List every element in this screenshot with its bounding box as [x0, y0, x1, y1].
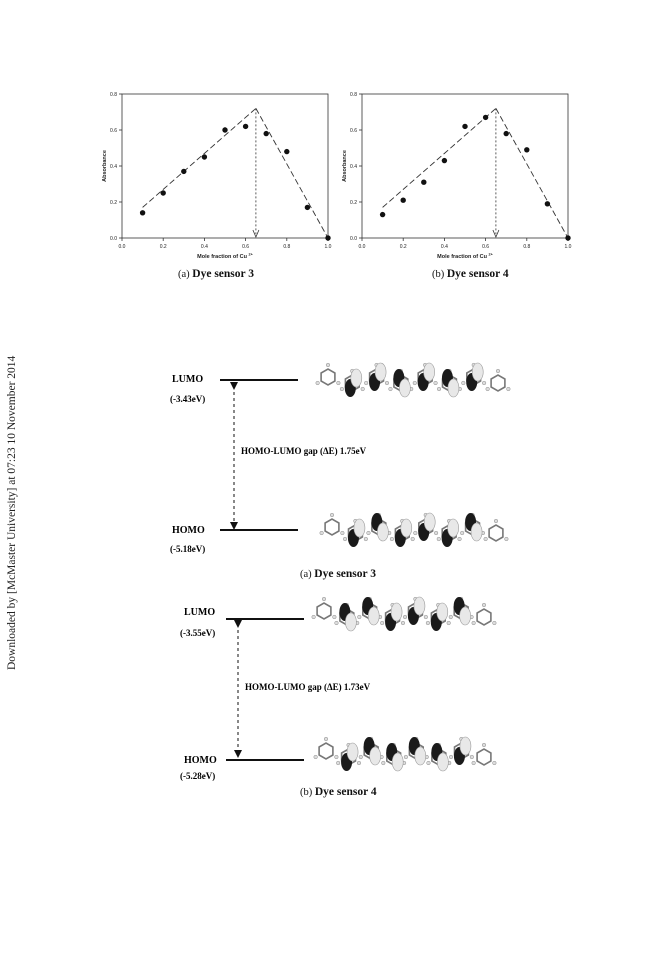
- x-tick-label: 0.0: [118, 244, 126, 250]
- x-tick-label: 0.2: [399, 244, 407, 250]
- data-point: [565, 235, 570, 240]
- hydrogen-atom: [385, 381, 389, 385]
- chart-a-caption-name: Dye sensor 3: [192, 268, 255, 280]
- ring: [489, 525, 503, 541]
- orbital-b-caption-name: Dye sensor 4: [314, 786, 377, 798]
- homo-label-b: HOMO: [184, 755, 217, 766]
- orbital-lobe-light: [448, 519, 459, 537]
- hydrogen-atom: [367, 531, 371, 535]
- hydrogen-atom: [434, 531, 438, 535]
- hydrogen-atom: [358, 615, 362, 619]
- ring: [321, 369, 335, 385]
- ring: [477, 749, 491, 765]
- x-tick-label: 0.6: [482, 244, 490, 250]
- lumo-energy-b: (-3.55eV): [180, 628, 216, 638]
- hydrogen-atom: [341, 531, 345, 535]
- x-tick-label: 0.4: [440, 244, 448, 250]
- data-point: [161, 190, 166, 195]
- y-axis-label: Absorbance: [342, 150, 348, 182]
- orbital-lobe-light: [368, 607, 379, 625]
- hydrogen-atom: [404, 755, 408, 759]
- chart-b-caption-name: Dye sensor 4: [446, 268, 509, 280]
- x-tick-label: 0.6: [242, 244, 250, 250]
- data-point: [504, 131, 509, 136]
- hydrogen-atom: [340, 387, 344, 391]
- x-tick-label: 0.8: [283, 244, 291, 250]
- hydrogen-atom: [320, 531, 324, 535]
- chart-a-svg: [100, 84, 340, 259]
- hydrogen-atom: [414, 531, 418, 535]
- x-axis-label-superscript: 2+: [488, 252, 493, 257]
- hydrogen-atom: [462, 381, 466, 385]
- x-tick-label: 1.0: [564, 244, 572, 250]
- hydrogen-atom: [494, 519, 498, 523]
- orbital-lobe-light: [472, 363, 483, 381]
- hydrogen-atom: [482, 603, 486, 607]
- orbital-lobe-light: [460, 737, 471, 755]
- x-tick-label: 0.4: [200, 244, 208, 250]
- orbital-lobe-light: [460, 607, 471, 625]
- data-point: [380, 212, 385, 217]
- job-plot-chart-a: [100, 84, 340, 264]
- data-point: [462, 124, 467, 129]
- hydrogen-atom: [403, 615, 407, 619]
- hydrogen-atom: [437, 537, 441, 541]
- plot-frame: [362, 94, 568, 238]
- hydrogen-atom: [335, 755, 339, 759]
- data-point: [202, 154, 207, 159]
- hydrogen-atom: [505, 537, 509, 541]
- data-point: [243, 124, 248, 129]
- hydrogen-atom: [316, 381, 320, 385]
- hydrogen-atom: [482, 743, 486, 747]
- y-tick-label: 0.0: [110, 236, 117, 242]
- orbital-lobe-light: [347, 743, 358, 761]
- orbital-lobe-light: [424, 513, 435, 531]
- orbital-lobe-light: [375, 363, 386, 381]
- data-point: [524, 147, 529, 152]
- y-tick-label: 0.4: [110, 164, 117, 170]
- y-axis-label: Absorbance: [102, 150, 108, 182]
- hydrogen-atom: [486, 387, 490, 391]
- hydrogen-atom: [449, 615, 453, 619]
- y-tick-label: 0.4: [350, 164, 357, 170]
- hydrogen-atom: [482, 381, 486, 385]
- orbital-lobe-light: [437, 753, 448, 771]
- homo-molecule-image-a: [320, 513, 508, 547]
- x-tick-label: 0.2: [159, 244, 167, 250]
- data-point: [401, 198, 406, 203]
- orbital-diagram-a-svg: [0, 340, 672, 590]
- hydrogen-atom: [424, 615, 428, 619]
- hydrogen-atom: [335, 621, 339, 625]
- y-tick-label: 0.8: [350, 92, 357, 98]
- hydrogen-atom: [493, 761, 497, 765]
- chart-b-caption: [432, 268, 509, 280]
- hydrogen-atom: [333, 615, 337, 619]
- orbital-lobe-light: [377, 523, 388, 541]
- hydrogen-atom: [330, 513, 334, 517]
- y-tick-label: 0.6: [350, 128, 357, 134]
- hydrogen-atom: [434, 381, 438, 385]
- x-tick-label: 1.0: [324, 244, 332, 250]
- hydrogen-atom: [322, 597, 326, 601]
- hydrogen-atom: [390, 537, 394, 541]
- orbital-lobe-light: [448, 379, 459, 397]
- y-tick-label: 0.2: [350, 200, 357, 206]
- x-tick-label: 0.0: [358, 244, 366, 250]
- hydrogen-atom: [389, 387, 393, 391]
- x-axis-label: Mole fraction of Cu $^{2+}$: [197, 252, 253, 259]
- orbital-diagram-b: [0, 578, 672, 793]
- trend-line: [256, 108, 328, 238]
- orbital-lobe-light: [351, 369, 362, 387]
- ring: [317, 603, 331, 619]
- orbital-lobe-light: [437, 603, 448, 621]
- hydrogen-atom: [493, 621, 497, 625]
- orbital-lobe-light: [370, 747, 381, 765]
- hydrogen-atom: [337, 381, 341, 385]
- lumo-molecule-image-b: [312, 597, 496, 631]
- y-tick-label: 0.8: [110, 92, 117, 98]
- trend-line: [383, 108, 496, 207]
- orbital-lobe-light: [424, 363, 435, 381]
- orbital-lobe-light: [399, 379, 410, 397]
- hydrogen-atom: [343, 537, 347, 541]
- orbital-lobe-light: [354, 519, 365, 537]
- hydrogen-atom: [470, 755, 474, 759]
- hydrogen-atom: [380, 621, 384, 625]
- orbital-lobe-light: [401, 519, 412, 537]
- x-axis-label-superscript: 2+: [248, 252, 253, 257]
- hydrogen-atom: [460, 531, 464, 535]
- hydrogen-atom: [364, 537, 368, 541]
- hydrogen-atom: [449, 755, 453, 759]
- chart-a-caption-prefix: (a): [178, 269, 190, 280]
- lumo-label-b: LUMO: [184, 607, 216, 618]
- hydrogen-atom: [364, 381, 368, 385]
- orbital-lobe-light: [414, 597, 425, 615]
- lumo-label-a: LUMO: [172, 374, 204, 385]
- homo-energy-a: (-5.18eV): [170, 544, 206, 554]
- chart-b-svg: [340, 84, 580, 259]
- data-point: [305, 205, 310, 210]
- hydrogen-atom: [359, 755, 363, 759]
- y-tick-label: 0.2: [110, 200, 117, 206]
- homo-energy-b: (-5.28eV): [180, 771, 216, 781]
- ring: [325, 519, 339, 535]
- orbital-diagram-a: [0, 340, 672, 595]
- ring: [491, 375, 505, 391]
- hydrogen-atom: [382, 761, 386, 765]
- hydrogen-atom: [401, 621, 405, 625]
- hydrogen-atom: [411, 537, 415, 541]
- hydrogen-atom: [437, 387, 441, 391]
- hydrogen-atom: [314, 755, 318, 759]
- data-point: [140, 210, 145, 215]
- orbital-lobe-light: [415, 747, 426, 765]
- hydrogen-atom: [458, 537, 462, 541]
- orbital-a-caption-name: Dye sensor 3: [314, 568, 377, 580]
- data-point: [442, 158, 447, 163]
- lumo-energy-a: (-3.43eV): [170, 394, 206, 404]
- orbital-b-caption-prefix: (b): [300, 787, 313, 798]
- hydrogen-atom: [427, 761, 431, 765]
- hydrogen-atom: [507, 387, 511, 391]
- homo-molecule-image-b: [314, 737, 496, 771]
- watermark-text: Downloaded by [McMaster University] at 07:23 10 November 2014: [6, 355, 18, 670]
- hydrogen-atom: [312, 615, 316, 619]
- ring: [319, 743, 333, 759]
- trend-line: [496, 108, 568, 238]
- hydrogen-atom: [324, 737, 328, 741]
- data-point: [264, 131, 269, 136]
- orbital-lobe-light: [345, 613, 356, 631]
- data-point: [284, 149, 289, 154]
- hydrogen-atom: [472, 761, 476, 765]
- hydrogen-atom: [336, 761, 340, 765]
- job-plot-chart-b: [340, 84, 580, 264]
- gap-text-a: HOMO-LUMO gap (ΔE) 1.75eV: [241, 446, 367, 456]
- ring: [477, 609, 491, 625]
- data-point: [181, 169, 186, 174]
- hydrogen-atom: [413, 381, 417, 385]
- data-point: [545, 201, 550, 206]
- data-point: [421, 180, 426, 185]
- x-tick-label: 0.8: [523, 244, 531, 250]
- orbital-lobe-light: [392, 753, 403, 771]
- orbital-a-caption-prefix: (a): [300, 569, 312, 580]
- chart-a-caption: [178, 268, 254, 280]
- hydrogen-atom: [496, 369, 500, 373]
- x-axis-label: Mole fraction of Cu $^{2+}$: [437, 252, 493, 259]
- data-point: [325, 235, 330, 240]
- orbital-b-caption: [300, 786, 377, 798]
- lumo-molecule-image-a: [316, 363, 510, 397]
- orbital-lobe-light: [471, 523, 482, 541]
- homo-label-a: HOMO: [172, 525, 205, 536]
- orbital-lobe-light: [391, 603, 402, 621]
- hydrogen-atom: [472, 621, 476, 625]
- y-tick-label: 0.6: [110, 128, 117, 134]
- orbital-diagram-b-svg: [0, 578, 672, 788]
- plot-frame: [122, 94, 328, 238]
- hydrogen-atom: [326, 363, 330, 367]
- hydrogen-atom: [361, 387, 365, 391]
- gap-text-b: HOMO-LUMO gap (ΔE) 1.73eV: [245, 682, 371, 692]
- data-point: [222, 127, 227, 132]
- chart-b-caption-prefix: (b): [432, 269, 445, 280]
- hydrogen-atom: [357, 761, 361, 765]
- hydrogen-atom: [426, 621, 430, 625]
- data-point: [483, 115, 488, 120]
- y-tick-label: 0.0: [350, 236, 357, 242]
- trend-line: [143, 108, 256, 207]
- hydrogen-atom: [484, 537, 488, 541]
- hydrogen-atom: [447, 621, 451, 625]
